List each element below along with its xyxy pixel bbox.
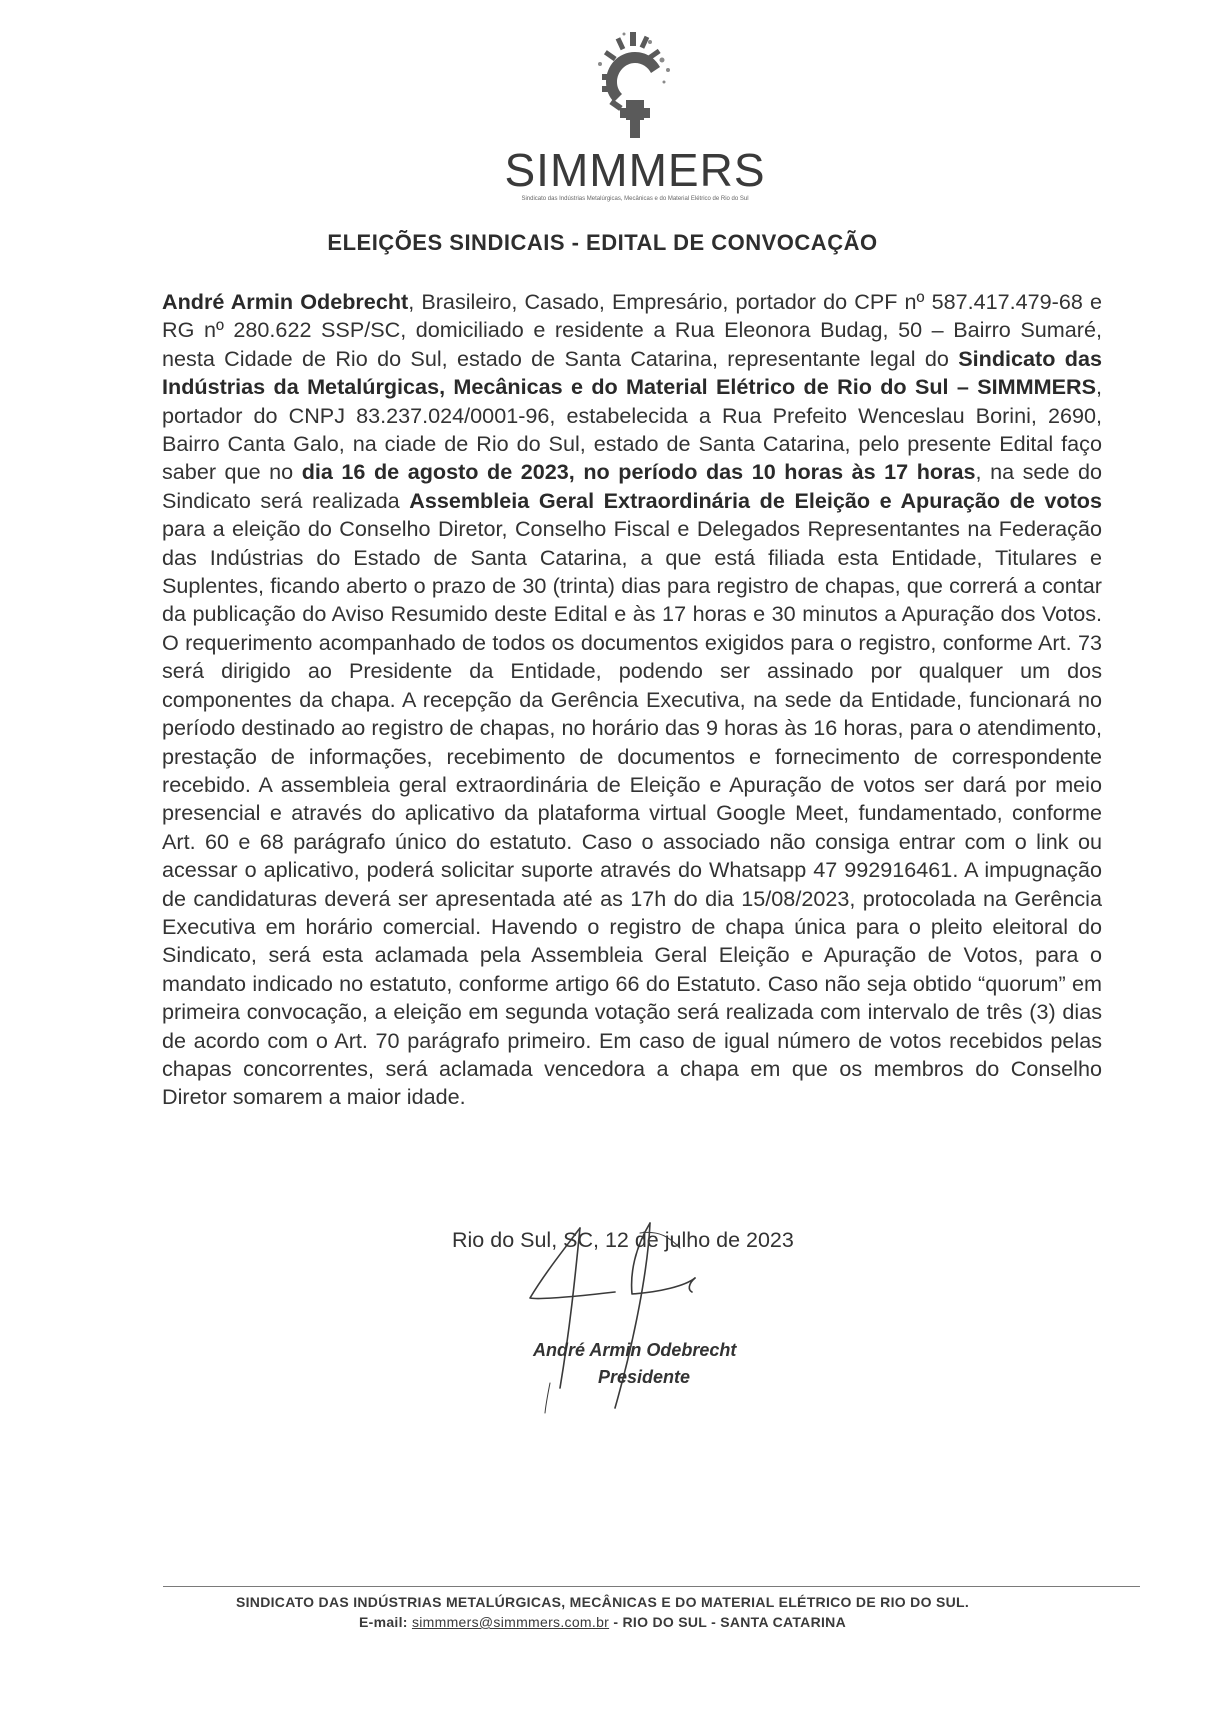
- footer-contact: [0, 1614, 1205, 1630]
- gear-logo-icon: [580, 30, 690, 145]
- handwritten-signature: [520, 1218, 780, 1418]
- footer-divider: [163, 1586, 1140, 1587]
- signer-name: André Armin Odebrecht: [533, 1340, 737, 1360]
- body-paragraph: [162, 288, 1102, 1112]
- logo-wordmark: SIMMMERS: [504, 144, 766, 196]
- body-bold-entity: Sindicato das Indústrias da Metalúrgicas, Mecânicas e do Material Elétrico de Rio do Sul – SIMMMERS: [162, 345, 1102, 400]
- body-bold-name: André Armin Odebrecht: [162, 289, 409, 314]
- logo-tagline: Sindicato das Indústrias Metalúrgicas, Mecânicas e do Material Elétrico de Rio do Sul: [521, 196, 749, 202]
- footer-email-link[interactable]: simmmers@simmmers.com.br: [411, 1614, 610, 1630]
- document-title: ELEIÇÕES SINDICAIS - EDITAL DE CONVOCAÇÃO: [327, 230, 878, 255]
- footer-organization: SINDICATO DAS INDÚSTRIAS METALÚRGICAS, MECÂNICAS E DO MATERIAL ELÉTRICO DE RIO DO SUL.: [235, 1594, 970, 1610]
- body-text-part: para a eleição do Conselho Diretor, Conselho Fiscal e Delegados Representantes na Federação das Indústrias do Estado de Santa Catarina, a que está filiada esta Entidade, Titulares e Suplentes, ficando aberto o prazo de 30 (trinta) dias para registro de chapas, que correrá a contar da publicação do Aviso Resumido deste Edital e às 17 horas e 30 minutos a Apuração dos Votos. O requerimento acompanhado de todos os documentos exigidos para o registro, conforme Art. 73 será dirigido ao Presidente da Entidade, podendo ser assinado por qualquer um dos componentes da chapa. A recepção da Gerência Executiva, na sede da Entidade, funcionará no período destinado ao registro de chapas, no horário das 9 horas às 16 horas, para o atendimento, prestação de informações, recebimento de documentos e fornecimento de correspondente recebido. A assembleia geral extraordinária de Eleição e Apuração de votos ser dará por meio presencial e através do aplicativo da plataforma virtual Google Meet, fundamentado, conforme Art. 60 e 68 parágrafo único do estatuto. Caso o associado não consiga entrar com o link ou acessar o aplicativo, poderá solicitar suporte através do Whatsapp 47 992916461. A impugnação de candidaturas deverá ser apresentada até as 17h do dia 15/08/2023, protocolada na Gerência Executiva em horário comercial. Havendo o registro de chapa única para o pleito eleitoral do Sindicato, será esta aclamada pela Assembleia Geral Eleição e Apuração de Votos, para o mandato indicado no estatuto, conforme artigo 66 do Estatuto. Caso não seja obtido “quorum” em primeira convocação, a eleição em segunda votação será realizada com intervalo de três (3) dias de acordo com o Art. 70 parágrafo primeiro. Em caso de igual número de votos recebidos pelas chapas concorrentes, será aclamada vencedora a chapa em que os membros do Conselho Diretor somarem a maior idade.: [162, 516, 1102, 1110]
- place-date: Rio do Sul, SC, 12 de julho de 2023: [452, 1228, 794, 1252]
- body-text-part: , na sede do Sindicato será realizada: [162, 459, 1103, 513]
- body-bold-assembly: Assembleia Geral Extraordinária de Eleição e Apuração de votos: [409, 487, 1102, 513]
- simmmers-logo: [490, 30, 780, 202]
- body-bold-date: dia 16 de agosto de 2023, no período das 10 horas às 17 horas: [301, 459, 976, 485]
- body-text-part: , Brasileiro, Casado, Empresário, portador do CPF nº 587.417.479-68 e RG nº 280.622 SSP/SC, domiciliado e residente a Rua Eleonora Budag, 50 – Bairro Sumaré, nesta Cidade de Rio do Sul, estado de Santa Catarina, representante legal do: [162, 289, 1102, 371]
- footer-email-label: E-mail:: [358, 1614, 412, 1630]
- body-text-part: , portador do CNPJ 83.237.024/0001-96, estabelecida a Rua Prefeito Wenceslau Borini, 2690, Bairro Canta Galo, na ciade de Rio do Sul, estado de Santa Catarina, pelo presente Edital faço saber que no: [162, 374, 1102, 485]
- signer-role: Presidente: [598, 1367, 691, 1387]
- footer-location: - RIO DO SUL - SANTA CATARINA: [609, 1614, 847, 1630]
